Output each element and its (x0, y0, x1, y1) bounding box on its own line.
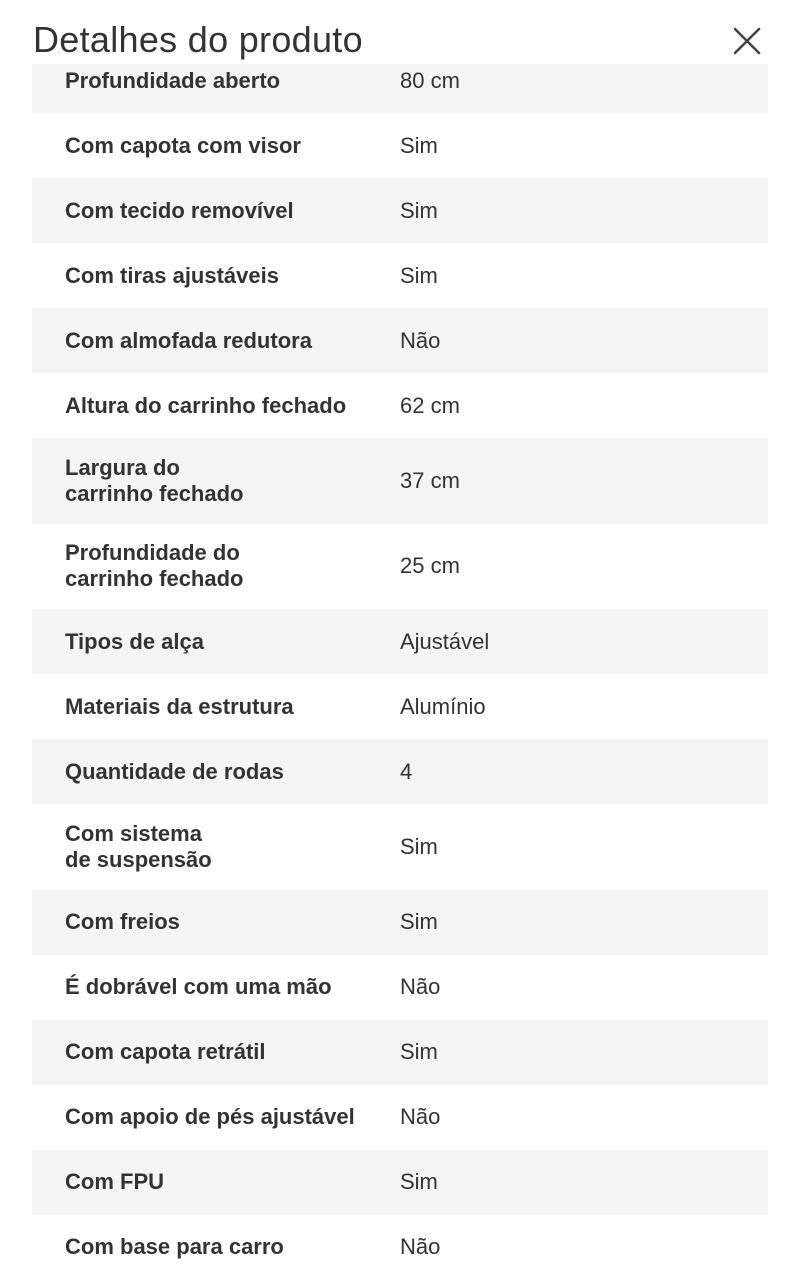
spec-value: 37 cm (400, 467, 460, 493)
spec-value: Sim (400, 833, 438, 859)
product-details-table (32, 49, 768, 1280)
spec-label: Com freios (65, 909, 180, 934)
spec-row (32, 373, 768, 438)
spec-value: Não (400, 327, 441, 353)
spec-row (32, 178, 768, 243)
page-title: Detalhes do produto (33, 19, 363, 60)
spec-row (32, 609, 768, 674)
spec-row (32, 113, 768, 178)
spec-value: 80 cm (400, 68, 460, 93)
spec-value: Sim (400, 197, 438, 223)
spec-label: Profundidade do carrinho fechado (65, 540, 244, 592)
spec-label: Com capota retrátil (65, 1039, 266, 1064)
spec-value: Sim (400, 909, 438, 934)
spec-label: Com base para carro (65, 1234, 284, 1259)
spec-row (32, 1020, 768, 1085)
spec-label: Com sistema de suspensão (65, 820, 212, 872)
spec-value: 25 cm (400, 553, 460, 579)
spec-value: 62 cm (400, 392, 460, 418)
spec-row (32, 1150, 768, 1215)
spec-value: Não (400, 1234, 441, 1259)
spec-value: 4 (400, 758, 413, 784)
spec-label: Com tecido removível (65, 197, 294, 223)
spec-label: Com capota com visor (65, 132, 301, 158)
spec-value: Não (400, 1104, 441, 1129)
spec-label: Materiais da estrutura (65, 693, 294, 719)
spec-value: Sim (400, 262, 438, 288)
spec-value: Sim (400, 1169, 438, 1194)
spec-label: Altura do carrinho fechado (65, 392, 347, 418)
close-icon (733, 27, 761, 55)
spec-label: Quantidade de rodas (65, 758, 284, 784)
spec-label: Profundidade aberto (65, 68, 281, 93)
spec-value: Ajustável (400, 628, 490, 654)
spec-label: Tipos de alça (65, 628, 204, 654)
spec-row (32, 308, 768, 373)
spec-value: Sim (400, 1039, 438, 1064)
spec-row (32, 438, 768, 524)
spec-label: Com tiras ajustáveis (65, 262, 279, 288)
spec-label: Com FPU (65, 1169, 164, 1194)
spec-label: Com almofada redutora (65, 327, 312, 353)
close-button[interactable] (728, 22, 766, 60)
spec-label: Largura do carrinho fechado (65, 454, 244, 506)
spec-row (32, 739, 768, 804)
spec-row (32, 804, 768, 890)
spec-label: Com apoio de pés ajustável (65, 1104, 355, 1129)
spec-value: Sim (400, 132, 438, 158)
spec-row (32, 674, 768, 739)
spec-value: Não (400, 974, 441, 999)
spec-row (32, 524, 768, 610)
spec-value: Alumínio (400, 693, 486, 719)
spec-row (32, 1085, 768, 1150)
modal-header (0, 0, 800, 64)
spec-row (32, 1215, 768, 1280)
spec-row (32, 890, 768, 955)
spec-row (32, 243, 768, 308)
spec-label: É dobrável com uma mão (65, 974, 332, 999)
spec-row (32, 955, 768, 1020)
